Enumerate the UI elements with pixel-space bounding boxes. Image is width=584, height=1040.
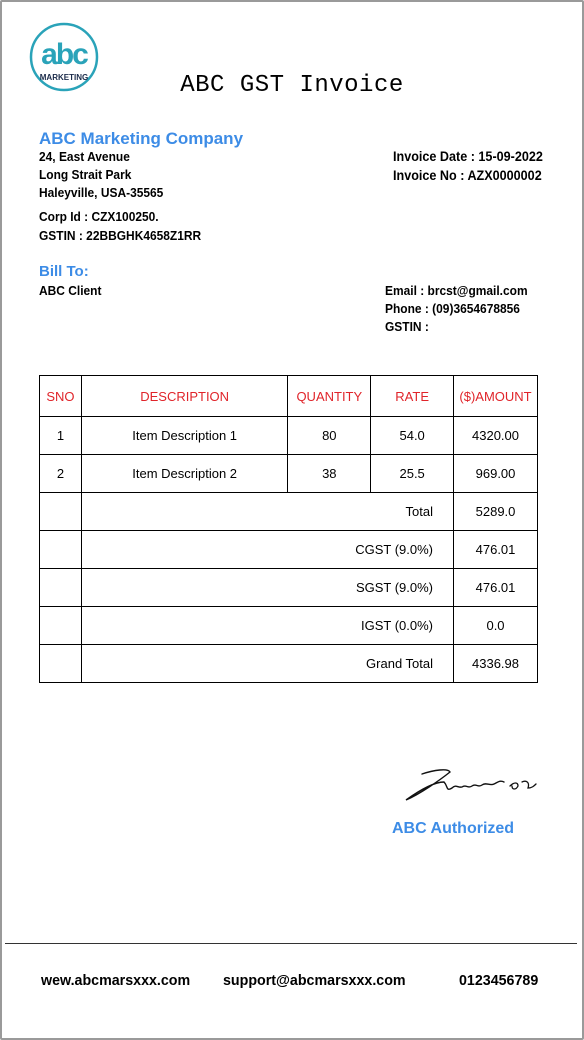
cell-rate: 54.0	[371, 417, 454, 455]
seller-gstin: GSTIN : 22BBGHK4658Z1RR	[39, 228, 202, 243]
summary-blank	[40, 645, 82, 683]
summary-value: 5289.0	[454, 493, 538, 531]
summary-label: CGST (9.0%)	[81, 531, 453, 569]
header-description: DESCRIPTION	[81, 376, 287, 417]
summary-row-sgst	[40, 569, 538, 607]
signature-image	[400, 760, 545, 808]
invoice-title: ABC GST Invoice	[180, 72, 404, 99]
footer-email[interactable]: support@abcmarsxxx.com	[223, 972, 406, 989]
summary-row-igst	[40, 607, 538, 645]
cell-sno: 1	[40, 417, 82, 455]
invoice-table	[39, 375, 538, 683]
summary-value: 4336.98	[454, 645, 538, 683]
summary-value: 476.01	[454, 569, 538, 607]
summary-label: Total	[81, 493, 453, 531]
cell-quantity: 80	[288, 417, 371, 455]
bill-to-heading: Bill To:	[39, 263, 89, 280]
logo-caption: MARKETING	[39, 73, 89, 82]
cell-description: Item Description 2	[81, 455, 287, 493]
cell-quantity: 38	[288, 455, 371, 493]
summary-value: 476.01	[454, 531, 538, 569]
summary-row-grand-total	[40, 645, 538, 683]
cell-amount: 4320.00	[454, 417, 538, 455]
company-name: ABC Marketing Company	[39, 129, 244, 148]
summary-value: 0.0	[454, 607, 538, 645]
summary-label: IGST (0.0%)	[81, 607, 453, 645]
header-sno: SNO	[40, 376, 82, 417]
summary-label: Grand Total	[81, 645, 453, 683]
header-amount: ($)AMOUNT	[454, 376, 538, 417]
summary-blank	[40, 531, 82, 569]
table-row	[40, 455, 538, 493]
client-phone: Phone : (09)3654678856	[385, 301, 520, 316]
cell-sno: 2	[40, 455, 82, 493]
footer-phone: 0123456789	[459, 972, 539, 989]
address-line-2: Long Strait Park	[39, 167, 132, 182]
summary-blank	[40, 569, 82, 607]
address-line-3: Haleyville, USA-35565	[39, 185, 164, 200]
cell-amount: 969.00	[454, 455, 538, 493]
summary-blank	[40, 493, 82, 531]
footer-website[interactable]: wew.abcmarsxxx.com	[41, 972, 191, 989]
summary-row-total	[40, 493, 538, 531]
cell-rate: 25.5	[371, 455, 454, 493]
invoice-date: Invoice Date : 15-09-2022	[393, 148, 543, 164]
corp-id: Corp Id : CZX100250.	[39, 209, 159, 224]
header-quantity: QUANTITY	[288, 376, 371, 417]
logo-text: abc	[41, 38, 87, 71]
client-email: Email : brcst@gmail.com	[385, 283, 528, 298]
table-row	[40, 417, 538, 455]
summary-label: SGST (9.0%)	[81, 569, 453, 607]
summary-blank	[40, 607, 82, 645]
invoice-number: Invoice No : AZX0000002	[393, 167, 542, 183]
address-line-1: 24, East Avenue	[39, 149, 130, 164]
table-header-row	[40, 376, 538, 417]
client-gstin: GSTIN :	[385, 319, 429, 334]
client-name: ABC Client	[39, 283, 102, 298]
footer-divider	[5, 943, 577, 944]
header-rate: RATE	[371, 376, 454, 417]
summary-row-cgst	[40, 531, 538, 569]
authorized-label: ABC Authorized	[392, 820, 515, 837]
cell-description: Item Description 1	[81, 417, 287, 455]
